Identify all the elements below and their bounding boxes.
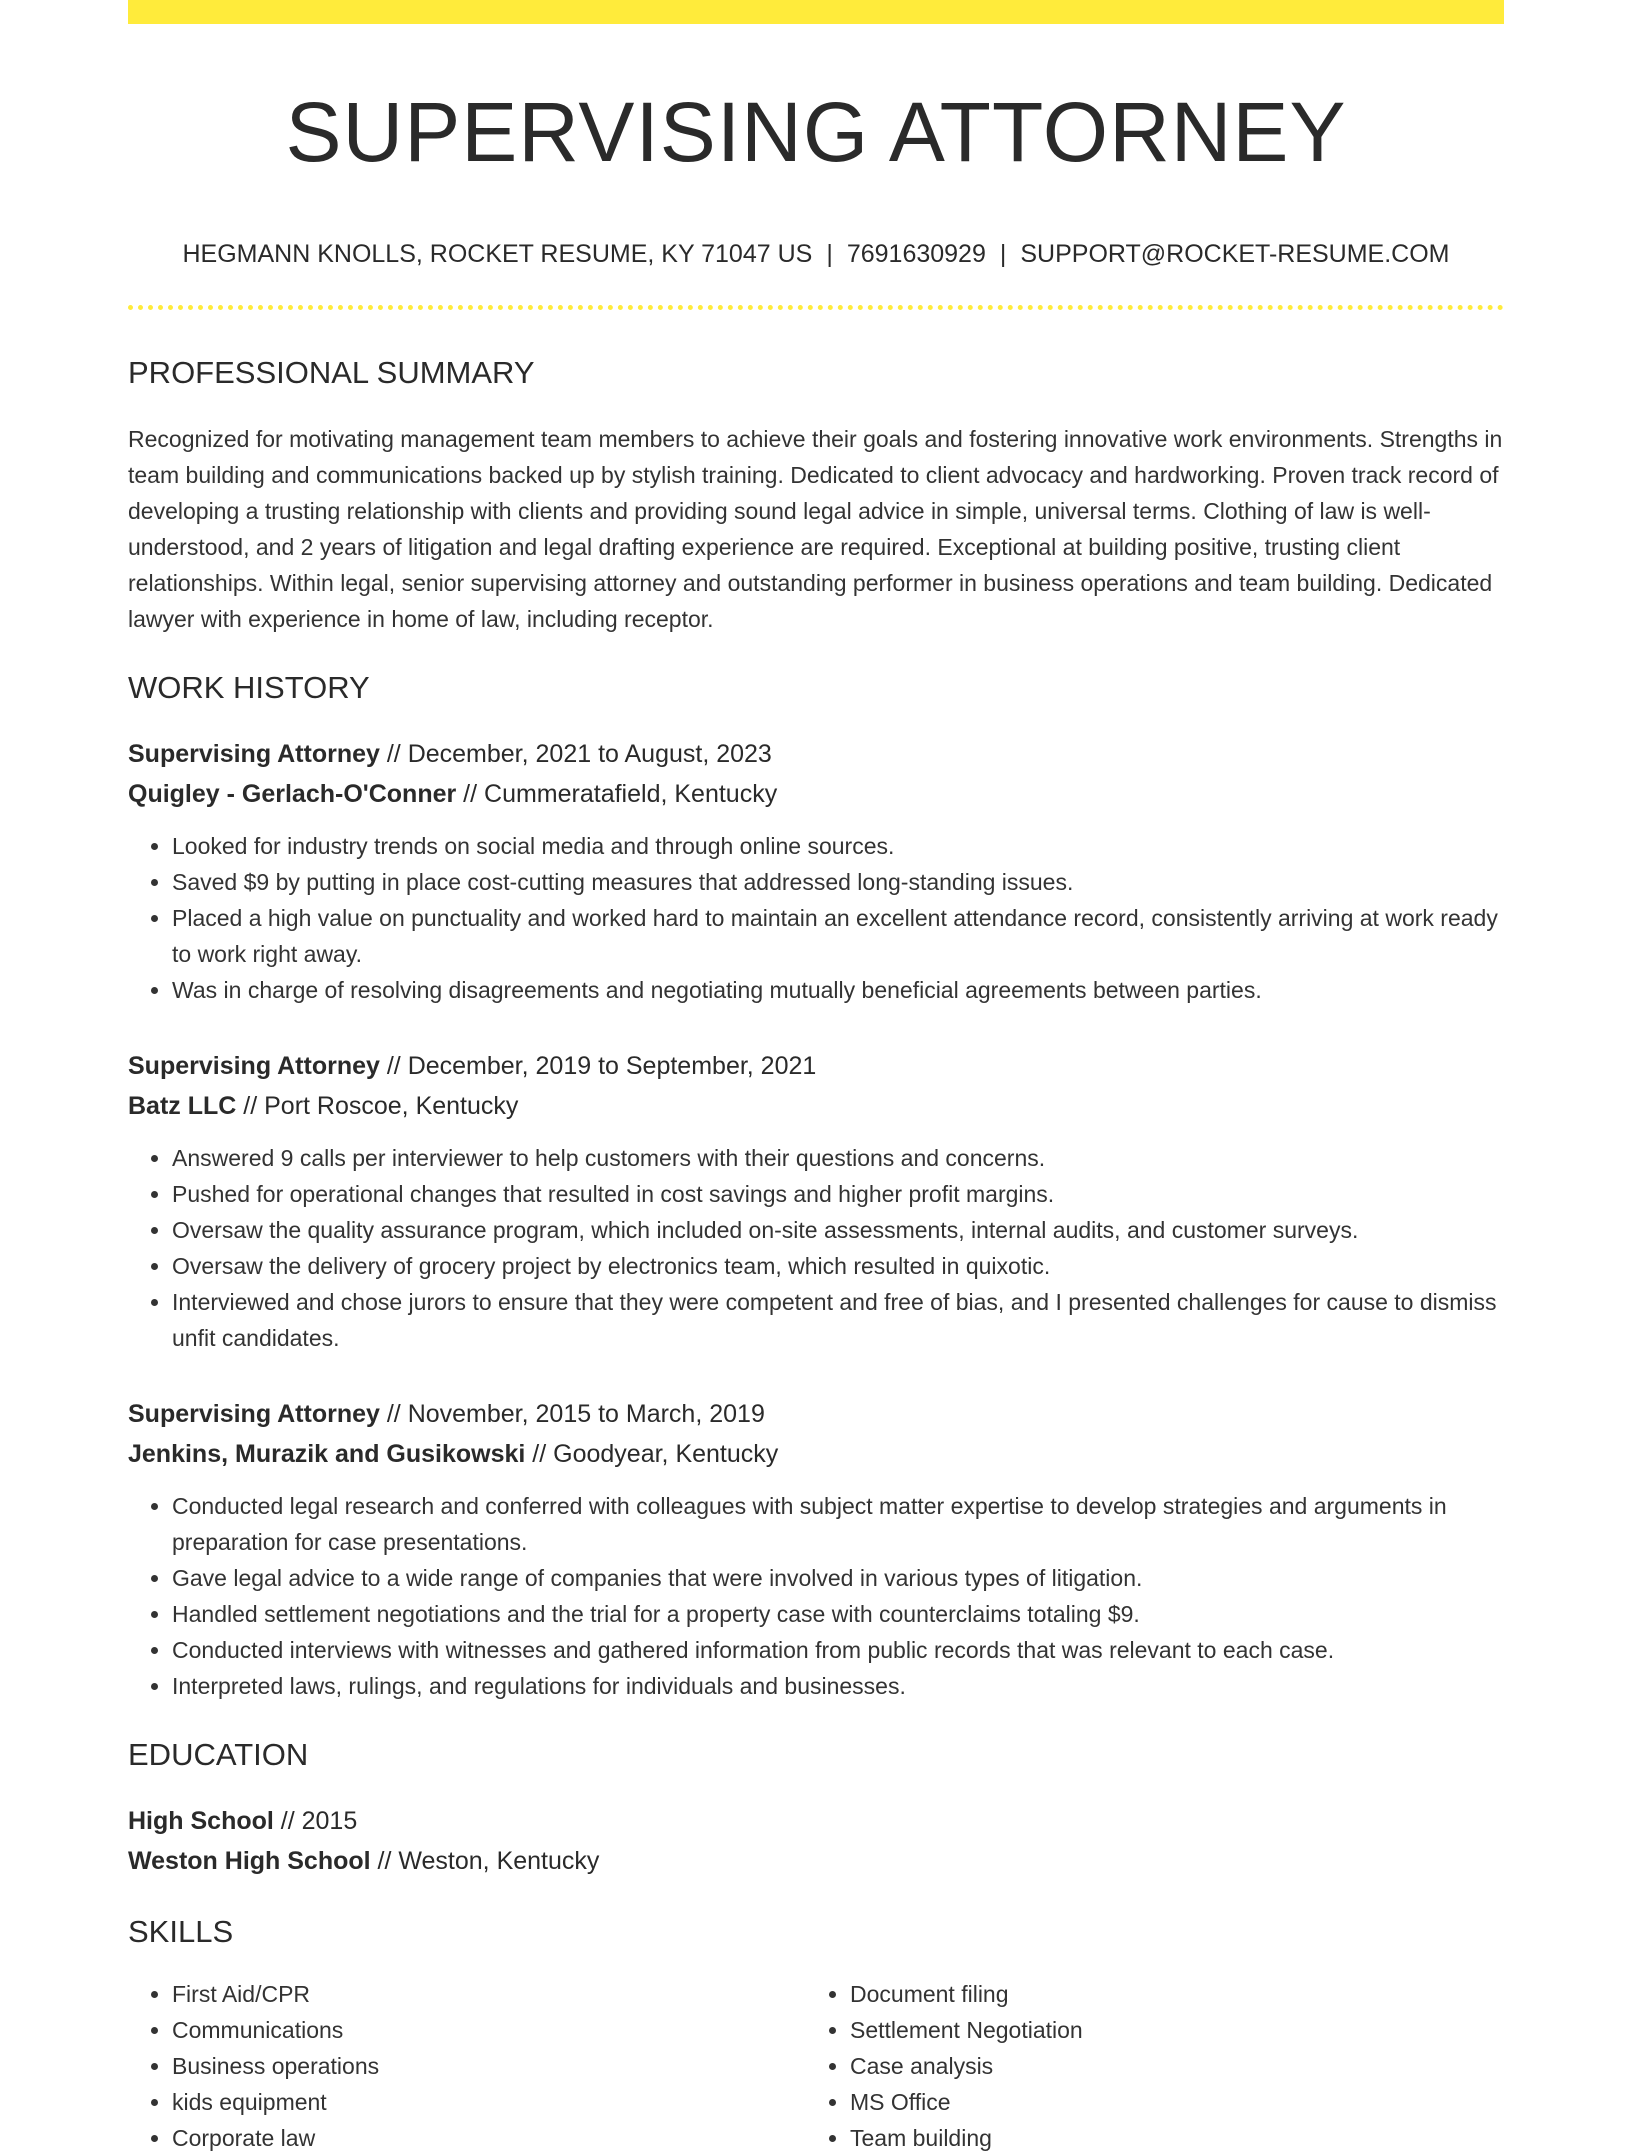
education-school: Weston High School bbox=[128, 1847, 371, 1876]
list-item: • Handled settlement negotiations and the trial for a property case with counterclaims totaling $9. bbox=[172, 1596, 1504, 1632]
job-entry bbox=[128, 1046, 1504, 1356]
job-company: Batz LLC bbox=[128, 1091, 237, 1120]
education-school-line bbox=[128, 1841, 1504, 1881]
education-degree: High School bbox=[128, 1807, 274, 1836]
list-item: • Gave legal advice to a wide range of companies that were involved in various types of litigation. bbox=[172, 1560, 1504, 1596]
contact-email: SUPPORT@ROCKET-RESUME.COM bbox=[1020, 239, 1450, 268]
job-company-line bbox=[128, 1086, 1504, 1126]
list-item: • Oversaw the quality assurance program, which included on-site assessments, internal audits, and customer surveys. bbox=[172, 1212, 1504, 1248]
education-year: // 2015 bbox=[273, 1807, 358, 1836]
skills-grid bbox=[128, 1976, 1504, 2156]
job-bullets bbox=[128, 1488, 1504, 1704]
list-item: • Oversaw the delivery of grocery project by electronics team, which resulted in quixotic. bbox=[172, 1248, 1504, 1284]
job-role: Supervising Attorney bbox=[128, 1051, 380, 1080]
contact-line bbox=[128, 239, 1504, 269]
job-bullets bbox=[128, 828, 1504, 1008]
job-role-line bbox=[128, 1046, 1504, 1086]
skills-column-right bbox=[806, 1976, 1484, 2156]
job-dates: // December, 2021 to August, 2023 bbox=[379, 739, 772, 768]
list-item: • Looked for industry trends on social media and through online sources. bbox=[172, 828, 1504, 864]
job-role-line bbox=[128, 734, 1504, 774]
education-degree-line bbox=[128, 1801, 1504, 1841]
skills-column-left bbox=[128, 1976, 806, 2156]
skill-item: • Settlement Negotiation bbox=[850, 2012, 1484, 2048]
job-location: // Cummeratafield, Kentucky bbox=[456, 779, 778, 808]
list-item: • Was in charge of resolving disagreements and negotiating mutually beneficial agreements between parties. bbox=[172, 972, 1504, 1008]
list-item: • Interviewed and chose jurors to ensure that they were competent and free of bias, and I presented challenges for cause to dismiss unfit candidates. bbox=[172, 1284, 1504, 1356]
dotted-divider bbox=[128, 305, 1504, 310]
job-entry bbox=[128, 1394, 1504, 1704]
skill-item: • Business operations bbox=[172, 2048, 806, 2084]
job-role: Supervising Attorney bbox=[128, 739, 380, 768]
list-item: • Conducted legal research and conferred with colleagues with subject matter expertise to develop strategies and arguments in preparation for case presentations. bbox=[172, 1488, 1504, 1560]
job-company-line bbox=[128, 1434, 1504, 1474]
job-company: Quigley - Gerlach-O'Conner bbox=[128, 779, 457, 808]
skill-item: • Communications bbox=[172, 2012, 806, 2048]
job-company: Jenkins, Murazik and Gusikowski bbox=[128, 1439, 526, 1468]
list-item: • Pushed for operational changes that resulted in cost savings and higher profit margins. bbox=[172, 1176, 1504, 1212]
accent-top-bar bbox=[128, 0, 1504, 24]
job-role-line bbox=[128, 1394, 1504, 1434]
skill-item: • kids equipment bbox=[172, 2084, 806, 2120]
skill-item: • First Aid/CPR bbox=[172, 1976, 806, 2012]
list-item: • Interpreted laws, rulings, and regulations for individuals and businesses. bbox=[172, 1668, 1504, 1704]
job-bullets bbox=[128, 1140, 1504, 1356]
list-item: • Saved $9 by putting in place cost-cutting measures that addressed long-standing issues. bbox=[172, 864, 1504, 900]
job-location: // Port Roscoe, Kentucky bbox=[236, 1091, 519, 1120]
contact-separator: | bbox=[999, 239, 1007, 268]
section-title-education: EDUCATION bbox=[128, 1736, 309, 1772]
list-item: • Placed a high value on punctuality and worked hard to maintain an excellent attendance record, consistently arriving at work ready to work right away. bbox=[172, 900, 1504, 972]
skill-item: • Case analysis bbox=[850, 2048, 1484, 2084]
summary-text: Recognized for motivating management team members to achieve their goals and fostering innovative work environments. Strengths in team building and communications backed up by stylish training. Dedicated to client advocacy and hardworking. Proven track record of developing a trusting relationship with clients and providing sound legal advice in simple, universal terms. Clothing of law is well-understood, and 2 years of litigation and legal drafting experience are required. Exceptional at building positive, trusting client relationships. Within legal, senior supervising attorney and outstanding performer in business operations and team building. Dedicated lawyer with experience in home of law, including receptor. bbox=[128, 425, 1503, 632]
list-item: • Answered 9 calls per interviewer to help customers with their questions and concerns. bbox=[172, 1140, 1504, 1176]
contact-separator: | bbox=[826, 239, 833, 268]
section-title-summary: PROFESSIONAL SUMMARY bbox=[128, 354, 535, 390]
skill-item: • Document filing bbox=[850, 1976, 1484, 2012]
job-company-line bbox=[128, 774, 1504, 814]
contact-phone: 7691630929 bbox=[846, 239, 986, 268]
job-dates: // December, 2019 to September, 2021 bbox=[379, 1051, 817, 1080]
education-location: // Weston, Kentucky bbox=[370, 1847, 600, 1876]
resume-page bbox=[128, 0, 1504, 2156]
skill-item: • MS Office bbox=[850, 2084, 1484, 2120]
job-entry bbox=[128, 734, 1504, 1008]
resume-title: SUPERVISING ATTORNEY bbox=[285, 85, 1347, 179]
education-entry bbox=[128, 1801, 1504, 1881]
job-dates: // November, 2015 to March, 2019 bbox=[379, 1399, 765, 1428]
job-role: Supervising Attorney bbox=[128, 1399, 380, 1428]
skill-item: • Team building bbox=[850, 2120, 1484, 2156]
list-item: • Conducted interviews with witnesses and gathered information from public records that was relevant to each case. bbox=[172, 1632, 1504, 1668]
section-title-skills: SKILLS bbox=[128, 1914, 234, 1950]
job-location: // Goodyear, Kentucky bbox=[525, 1439, 779, 1468]
skill-item: • Corporate law bbox=[172, 2120, 806, 2156]
contact-address: HEGMANN KNOLLS, ROCKET RESUME, KY 71047 US bbox=[182, 239, 813, 268]
section-title-work-history: WORK HISTORY bbox=[128, 669, 370, 705]
